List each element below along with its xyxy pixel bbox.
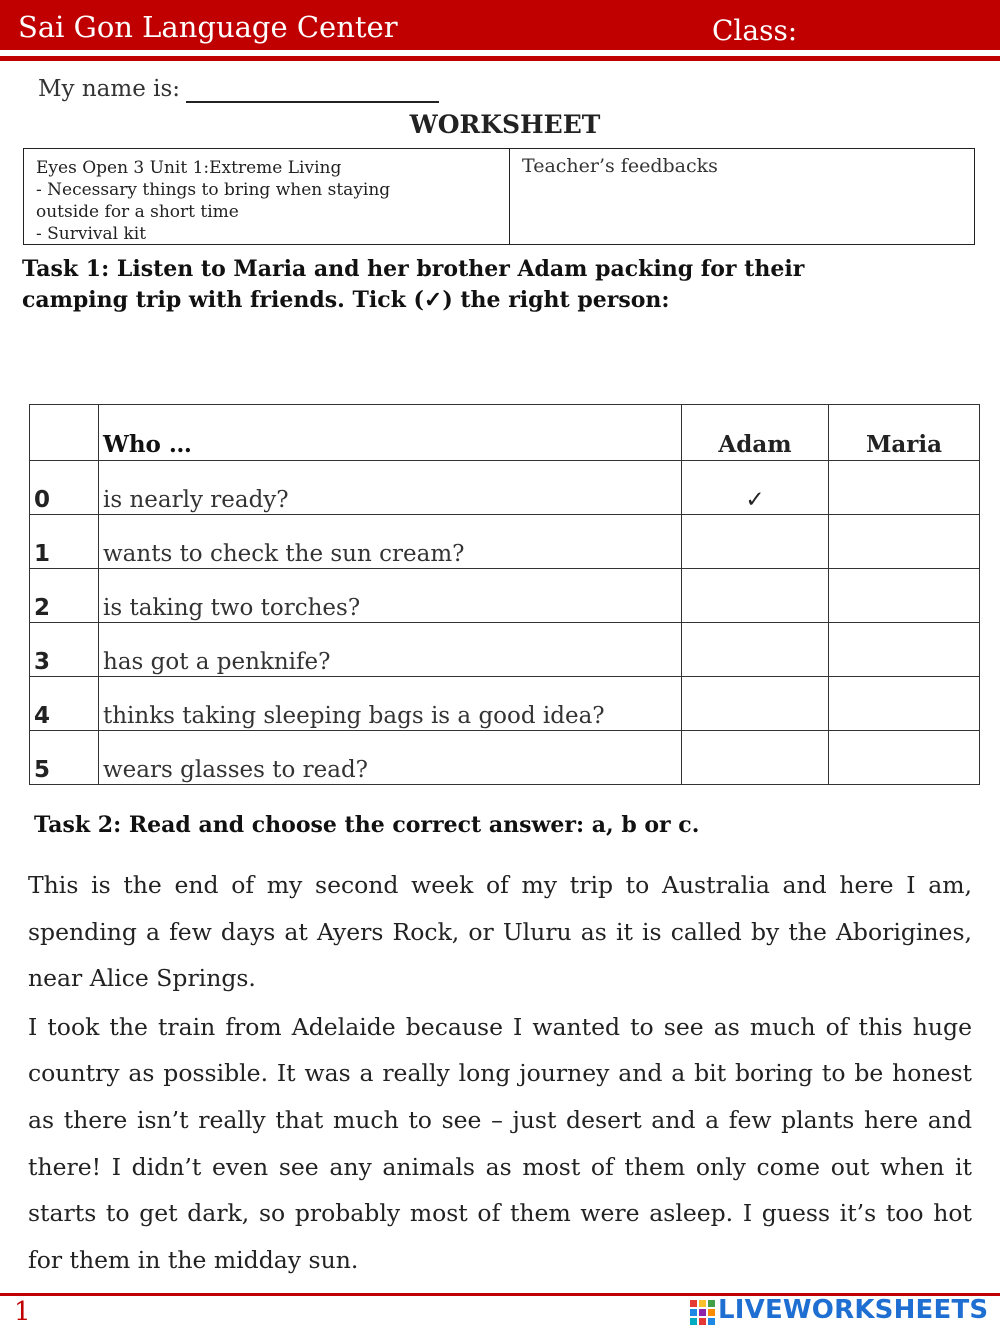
unit-description xyxy=(24,149,510,244)
task1-line: Task 1: Listen to Maria and her brother Adam packing for their xyxy=(22,256,805,282)
maria-tick-cell[interactable] xyxy=(829,623,980,677)
header-adam: Adam xyxy=(682,405,829,461)
header-bar xyxy=(0,0,1000,50)
passage-paragraph: This is the end of my second week of my trip to Australia and here I am, spending a few days at Ayers Rock, or Uluru as it is called by the Aborigines, near Alice Springs. xyxy=(28,871,972,993)
row-number: 5 xyxy=(30,731,99,785)
row-number: 4 xyxy=(30,677,99,731)
row-question: wants to check the sun cream? xyxy=(99,515,682,569)
task1-instruction xyxy=(22,254,922,316)
unit-line: - Necessary things to bring when staying xyxy=(36,180,391,200)
tick-table xyxy=(29,404,980,785)
adam-tick-cell[interactable] xyxy=(682,731,829,785)
table-row xyxy=(30,515,980,569)
maria-tick-cell[interactable] xyxy=(829,569,980,623)
row-question: is nearly ready? xyxy=(99,461,682,515)
info-box xyxy=(23,148,975,245)
table-row xyxy=(30,461,980,515)
name-label: My name is: xyxy=(38,76,181,102)
maria-tick-cell[interactable] xyxy=(829,461,980,515)
unit-line: Eyes Open 3 Unit 1:Extreme Living xyxy=(36,158,342,178)
worksheet-title: WORKSHEET xyxy=(409,110,601,139)
row-question: wears glasses to read? xyxy=(99,731,682,785)
passage-paragraph: I took the train from Adelaide because I wanted to see as much of this huge country as possible. It was a really long journey and a bit boring to be honest as there isn’t really that much to see – just desert and a few plants here and there! I didn’t even see any animals as most of them only come out when it starts to get dark, so probably most of them were asleep. I guess it’s too hot for them in the midday sun. xyxy=(28,1012,972,1274)
adam-tick-cell[interactable] xyxy=(682,515,829,569)
class-label: Class: xyxy=(712,14,798,47)
row-number: 0 xyxy=(30,461,99,515)
liveworksheets-logo-text: LIVEWORKSHEETS xyxy=(718,1295,989,1325)
page-number: 1 xyxy=(14,1297,31,1327)
header-maria: Maria xyxy=(829,405,980,461)
teacher-feedback-label: Teacher’s feedbacks xyxy=(522,155,718,177)
center-name: Sai Gon Language Center xyxy=(18,10,398,44)
task1-line: camping trip with friends. Tick (✓) the right person: xyxy=(22,287,670,313)
adam-tick-cell[interactable]: ✓ xyxy=(682,461,829,515)
maria-tick-cell[interactable] xyxy=(829,515,980,569)
liveworksheets-icon xyxy=(690,1300,716,1324)
unit-line: outside for a short time xyxy=(36,202,239,222)
reading-passage xyxy=(28,862,972,1285)
adam-tick-cell[interactable] xyxy=(682,677,829,731)
row-number: 1 xyxy=(30,515,99,569)
row-question: has got a penknife? xyxy=(99,623,682,677)
table-header-row xyxy=(30,405,980,461)
maria-tick-cell[interactable] xyxy=(829,677,980,731)
row-number: 2 xyxy=(30,569,99,623)
table-row xyxy=(30,623,980,677)
unit-line: - Survival kit xyxy=(36,224,147,244)
header-who: Who … xyxy=(99,405,682,461)
header-divider xyxy=(0,56,1000,61)
adam-tick-cell[interactable] xyxy=(682,623,829,677)
table-row xyxy=(30,569,980,623)
row-question: thinks taking sleeping bags is a good idea? xyxy=(99,677,682,731)
header-num xyxy=(30,405,99,461)
table-row xyxy=(30,677,980,731)
table-row xyxy=(30,731,980,785)
adam-tick-cell[interactable] xyxy=(682,569,829,623)
task2-instruction: Task 2: Read and choose the correct answer: a, b or c. xyxy=(34,812,700,838)
name-input-line[interactable] xyxy=(186,101,439,103)
maria-tick-cell[interactable] xyxy=(829,731,980,785)
row-number: 3 xyxy=(30,623,99,677)
row-question: is taking two torches? xyxy=(99,569,682,623)
